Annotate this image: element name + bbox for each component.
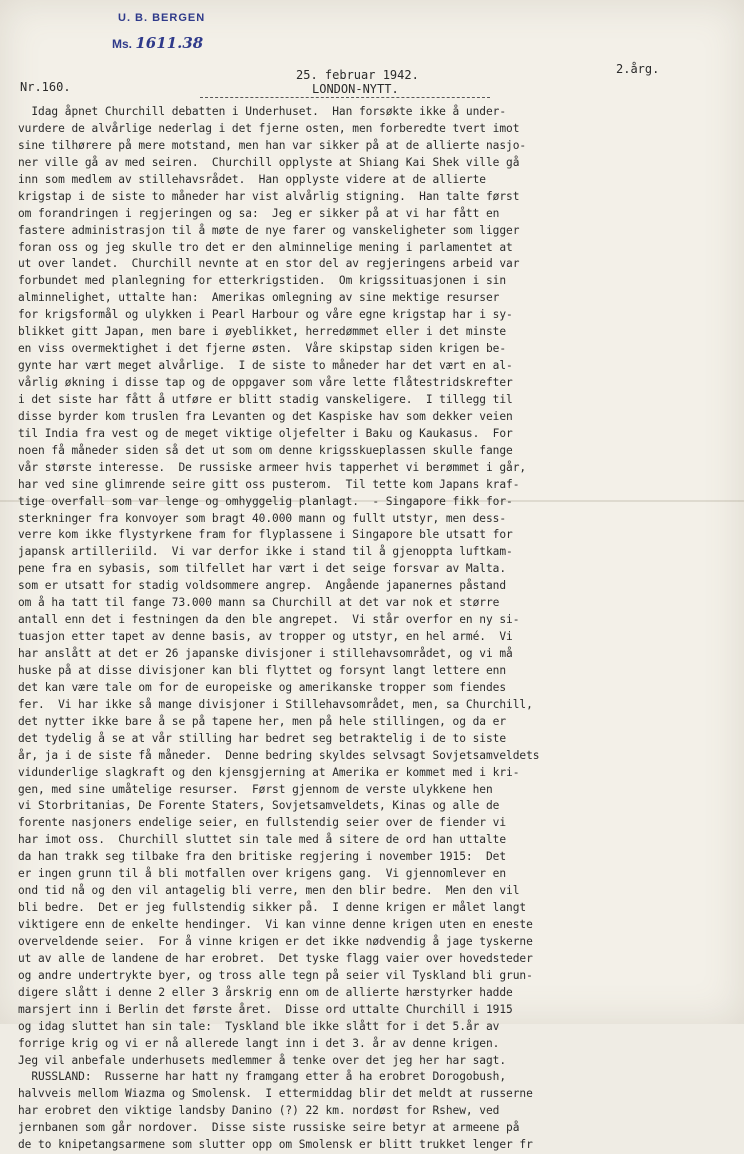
- text-line: huske på at disse divisjoner kan bli flyttet og forsynt langt lettere enn: [18, 663, 507, 677]
- text-line: de to knipetangsarmene som slutter opp om Smolensk er blitt trukket lenger fr: [18, 1138, 533, 1152]
- text-line: ut av alle de landene de har erobret. Det tyske flagg vaier over hovedsteder: [18, 951, 533, 965]
- text-line: tige overfall som var lenge og omhyggelig planlagt. - Singapore fikk for-: [18, 494, 513, 508]
- text-line: ner ville gå av med seiren. Churchill opplyste at Shiang Kai Shek ville gå: [18, 155, 520, 169]
- text-line: for krigsformål og ulykken i Pearl Harbour og våre egne krigstap har i sy-: [18, 308, 513, 322]
- text-line: antall enn det i festningen da den ble angrepet. Vi står overfor en ny si-: [18, 613, 520, 627]
- text-line: ut over landet. Churchill nevnte at en stor del av regjeringens arbeid var: [18, 257, 520, 271]
- text-line: og idag sluttet han sin tale: Tyskland ble ikke slått for i det 5.år av: [18, 1019, 500, 1033]
- stamp-ms-prefix: Ms.: [112, 37, 133, 51]
- volume-year: 2.årg.: [616, 62, 660, 76]
- text-line: overveldende seier. For å vinne krigen er det ikke nødvendig å jage tyskerne: [18, 934, 533, 948]
- text-line: gynte har vært meget alvårlige. I de siste to måneder har det vært en al-: [18, 359, 513, 373]
- text-line: som er utsatt for stadig voldsommere angrep. Angående japanernes påstand: [18, 579, 507, 593]
- text-line: blikket gitt Japan, men bare i øyeblikket, herredømmet eller i det minste: [18, 325, 507, 339]
- text-line: vi Storbritanias, De Forente Staters, Sovjetsamveldets, Kinas og alle de: [18, 799, 500, 813]
- text-line: halvveis mellom Wiazma og Smolensk. I ettermiddag blir det meldt at russerne: [18, 1087, 533, 1101]
- text-line: jernbanen som går nordover. Disse siste russiske seire betyr at armeene på: [18, 1121, 520, 1135]
- text-line: forente nasjoners endelige seier, en fullstendig seier over de fiender vi: [18, 816, 507, 830]
- text-line: om forandringen i regjeringen og sa: Jeg er sikker på at vi har fått en: [18, 206, 500, 220]
- text-line: foran oss og jeg skulle tro det er den alminnelige mening i parlamentet at: [18, 240, 513, 254]
- text-line: da han trakk seg tilbake fra den britiske regjering i november 1915: Det: [18, 850, 507, 864]
- text-line: gen, med sine umåtelige resurser. Først gjennom de verste ulykkene hen: [18, 782, 493, 796]
- text-line: Idag åpnet Churchill debatten i Underhuset. Han forsøkte ikke å under-: [18, 105, 507, 118]
- text-line: tuasjon etter tapet av denne basis, av tropper og utstyr, en hel armé. Vi: [18, 630, 513, 644]
- text-line: noen få måneder siden så det ut som om denne krigsskueplassen skulle fange: [18, 443, 513, 457]
- text-line: vurdere de alvårlige nederlag i det fjerne osten, men forberedte tvert imot: [18, 121, 520, 135]
- text-line: i det siste har fått å utføre er blitt stadig vanskeligere. I tillegg til: [18, 392, 513, 406]
- issue-date: 25. februar 1942.: [296, 68, 419, 82]
- text-line: vår største interesse. De russiske armeer hvis tapperhet vi berømmet i går,: [18, 460, 527, 474]
- stamp-ms: [112, 34, 205, 52]
- issue-number: Nr.160.: [20, 80, 71, 94]
- text-line: fastere administrasjon til å møte de nye farer og vanskeligheter som ligger: [18, 223, 520, 237]
- text-line: det nytter ikke bare å se på tapene her, men på hele stillingen, og da er: [18, 714, 507, 728]
- text-line: en viss overmektighet i det fjerne østen. Våre skipstap siden krigen be-: [18, 342, 507, 356]
- text-line: og andre undertrykte byer, og tross alle tegn på seier vil Tyskland bli grun-: [18, 968, 533, 982]
- text-line: har imot oss. Churchill sluttet sin tale med å sitere de ord han uttalte: [18, 833, 507, 847]
- text-line: er ingen grunn til å bli motfallen over krigens gang. Vi gjennomlever en: [18, 867, 507, 881]
- text-line: har erobret den viktige landsby Danino (?) 22 km. nordøst for Rshew, ved: [18, 1104, 500, 1118]
- library-stamp: [112, 12, 205, 52]
- text-line: sterkninger fra konvoyer som bragt 40.000 mann og fullt utstyr, men dess-: [18, 511, 507, 525]
- text-line: ond tid nå og den vil antagelig bli verre, men den blir bedre. Men den vil: [18, 884, 520, 898]
- text-line: vidunderlige slagkraft og den kjensgjerning at Amerika er kommet med i kri-: [18, 765, 520, 779]
- text-line: forbundet med planlegning for etterkrigstiden. Om krigssituasjonen i sin: [18, 274, 507, 288]
- text-line: disse byrder kom truslen fra Levanten og det Kaspiske hav som dekker veien: [18, 409, 513, 423]
- text-line: Jeg vil anbefale underhusets medlemmer å tenke over det jeg her har sagt.: [18, 1053, 507, 1067]
- text-line: bli bedre. Det er jeg fullstendig sikker på. I denne krigen er målet langt: [18, 901, 527, 915]
- text-line: om å ha tatt til fange 73.000 mann sa Churchill at det var nok et større: [18, 596, 500, 610]
- text-line: til India fra vest og de meget viktige oljefelter i Baku og Kaukasus. For: [18, 426, 513, 440]
- text-line: sine tilhørere på mere motstand, men han var sikker på at de allierte nasjo-: [18, 138, 527, 152]
- text-line: forrige krig og vi er nå allerede langt inn i det 3. år av denne krigen.: [18, 1036, 500, 1050]
- stamp-library: U. B. BERGEN: [118, 12, 206, 24]
- text-line: marsjert inn i Berlin det første året. Disse ord uttalte Churchill i 1915: [18, 1002, 513, 1016]
- text-line: RUSSLAND: Russerne har hatt ny framgang etter å ha erobret Dorogobush,: [18, 1070, 507, 1084]
- publication-title: LONDON-NYTT.: [312, 82, 399, 96]
- text-line: krigstap i de siste to måneder har vist alvårlig stigning. Han talte først: [18, 189, 520, 203]
- text-line: alminnelighet, uttalte han: Amerikas omlegning av sine mektige resurser: [18, 291, 500, 305]
- text-line: det kan være tale om for de europeiske og amerikanske tropper som fiendes: [18, 680, 507, 694]
- header-rule: [200, 97, 490, 98]
- text-line: japansk artilleriild. Vi var derfor ikke i stand til å gjenoppta luftkam-: [18, 545, 513, 559]
- text-line: verre kom ikke flystyrkene fram for flyplassene i Singapore ble utsatt for: [18, 528, 513, 542]
- text-line: har ved sine glimrende seire gitt oss pusterom. Til tette kom Japans kraf-: [18, 477, 520, 491]
- text-line: viktigere enn de enkelte hendinger. Vi kan vinne denne krigen uten en eneste: [18, 918, 533, 931]
- text-line: har anslått at det er 26 japanske divisjoner i stillehavsområdet, og vi må: [18, 647, 513, 660]
- text-line: år, ja i de siste få måneder. Denne bedring skyldes selvsagt Sovjetsamveldets: [18, 748, 540, 762]
- text-line: inn som medlem av stillehavsrådet. Han opplyste videre at de allierte: [18, 172, 486, 186]
- article-body: [18, 104, 730, 1154]
- text-line: det tydelig å se at vår stilling har bedret seg betraktelig i de to siste: [18, 731, 507, 745]
- text-line: fer. Vi har ikke så mange divisjoner i Stillehavsområdet, men, sa Churchill,: [18, 697, 533, 711]
- stamp-ms-number: 1611.38: [135, 34, 204, 52]
- text-line: pene fra en sybasis, som tilfellet har vært i det seige forsvar av Malta.: [18, 562, 507, 576]
- text-line: digere slått i denne 2 eller 3 årskrig enn om de allierte hærstyrker hadde: [18, 985, 513, 999]
- text-line: vårlig økning i disse tap og de oppgaver som våre lette flåtestridskrefter: [18, 376, 513, 389]
